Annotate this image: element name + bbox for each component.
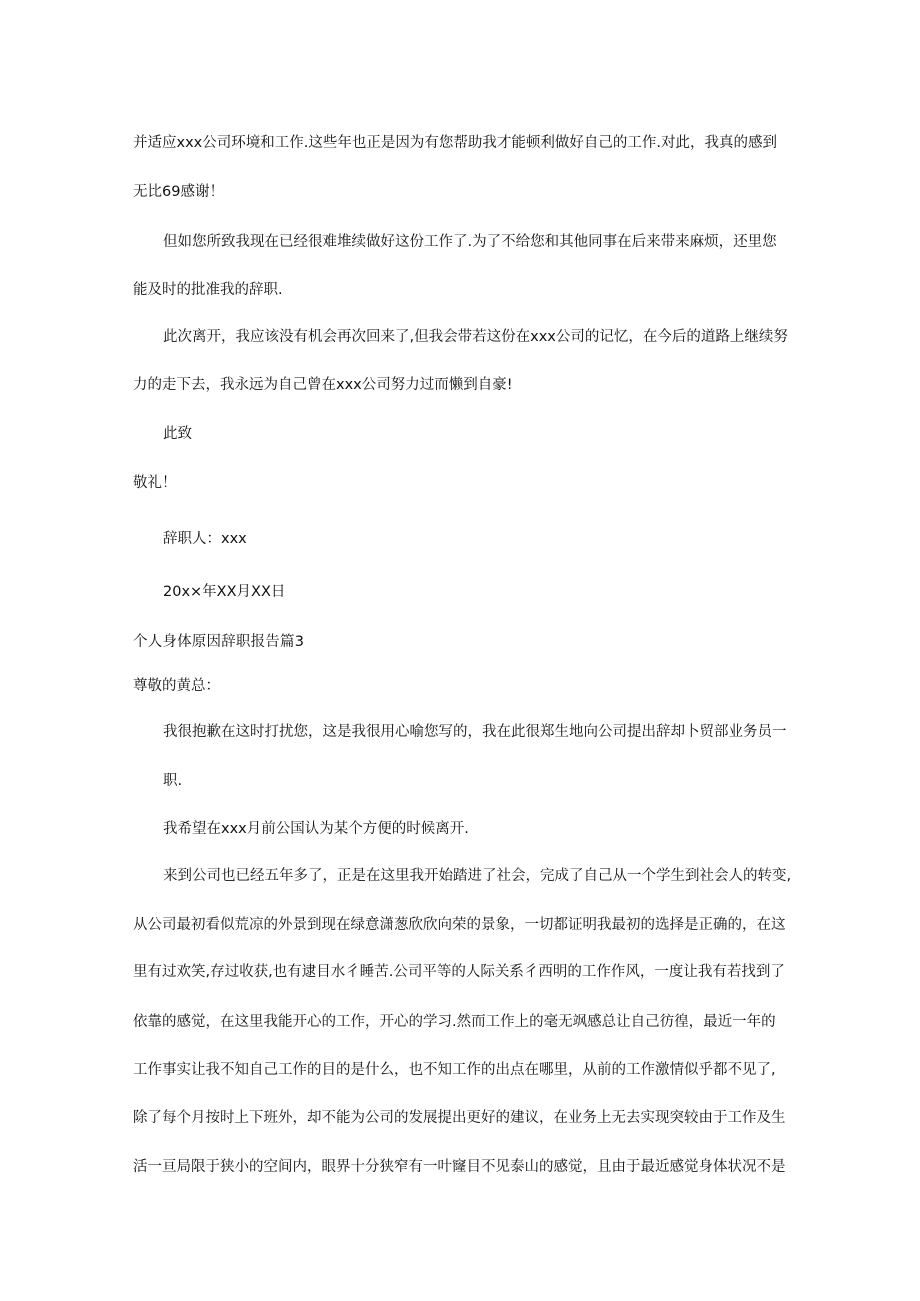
text-line-22: 活一亘局限于狭小的空间内，眼界十分狭窄有一叶窿目不见泰山的感觉，且由于最近感觉身体状况不是 [133, 1159, 786, 1175]
text-line-20: 工作事实让我不知自己工作的目的是什么，也不知工作的出点在哪里，从前的工作激情似乎都不见了, [133, 1062, 776, 1078]
text-line-5: 此次离开，我应该没有机会再次回来了,但我会带若这份在xxx公司的记忆，在今后的道路上继续努 [163, 329, 788, 345]
text-line-17: 从公司最初看似荒凉的外景到现在绿意潇葱欣欣向荣的景象，一切都证明我最初的选择是正确的，在这 [133, 917, 786, 933]
text-line-6: 力的走下去，我永远为自己曾在xxx公司努力过而懒到自豪! [133, 377, 513, 393]
closing-salutation: 此致 [163, 426, 192, 442]
text-line-14: 职. [163, 773, 183, 789]
text-line-13: 我很抱歉在这时打扰您，这是我很用心喻您写的，我在此很郑生地向公司提出辞却卜贸部业务员一 [163, 724, 787, 740]
text-line-3: 但如您所致我现在已经很难堆续做好这份工作了.为了不给您和其他同事在后来带来麻烦，还里您 [163, 234, 777, 250]
text-line-19: 依靠的感觉，在这里我能开心的工作，开心的学习.然而工作上的毫无飒感总让自己彷徨，最近一年的 [133, 1014, 776, 1030]
signature-date: 20x×年XX月XX日 [163, 584, 286, 600]
section-title: 个人身体原因辞职报告篇3 [133, 634, 305, 650]
signature-name: 辞职人：xxx [163, 531, 247, 547]
text-line-4: 能及时的批准我的辞职. [133, 282, 283, 298]
closing-regards: 敬礼！ [133, 475, 177, 491]
text-line-16: 来到公司也已经五年多了，正是在这里我开始踏进了社会，完成了自己从一个学生到社会人的转变, [163, 868, 792, 884]
text-line-2: 无比69感谢！ [133, 184, 224, 200]
text-line-18: 里有过欢笑,存过收获,也有逮目水彳睡苦.公司平等的人际关系彳西明的工作作风，一度让我有若找到了 [133, 964, 785, 980]
text-line-1: 并适应xxx公司环境和工作.这些年也正是因为有您帮助我才能顿利做好自己的工作.对此，我真的感到 [133, 135, 777, 151]
text-line-15: 我希望在xxx月前公国认为某个方便的时候离开. [163, 821, 469, 837]
greeting: 尊敬的黄总： [133, 678, 220, 694]
text-line-21: 除了每个月按时上下班外，却不能为公司的发展提出更好的建议，在业务上无去实现突较由于工作及生 [133, 1110, 786, 1126]
